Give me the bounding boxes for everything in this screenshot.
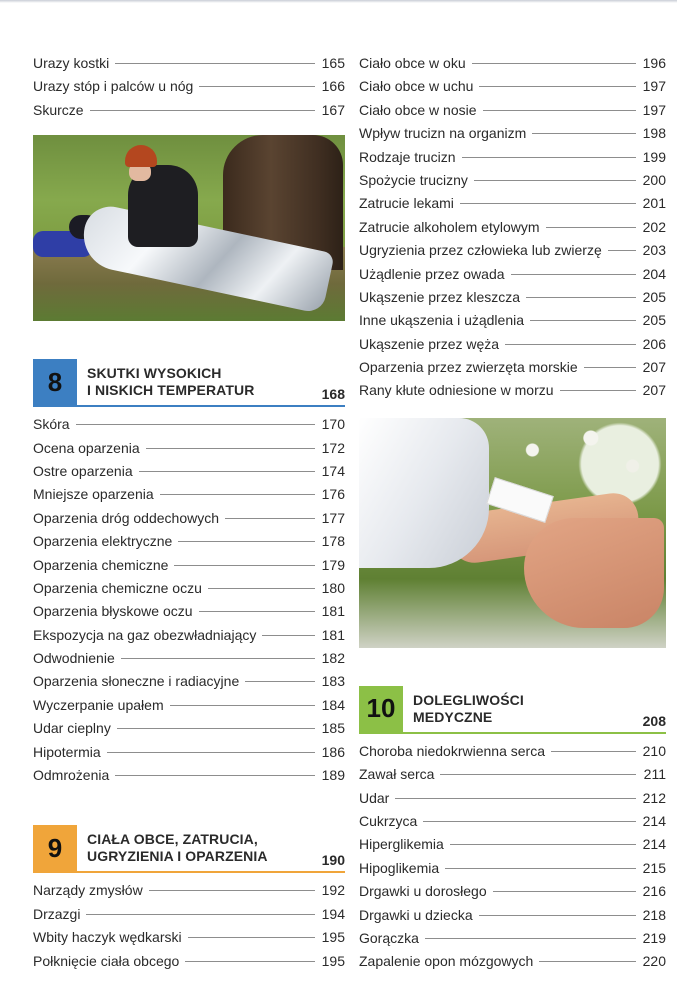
section-page-number: 208 — [642, 712, 666, 729]
toc-entry — [33, 437, 345, 460]
toc-entry-page: 198 — [642, 125, 666, 142]
toc-list-section-10 — [359, 740, 666, 974]
section-title: DOLEGLIWOŚCI MEDYCZNE — [413, 691, 524, 725]
toc-entry-title: Oparzenia przez zwierzęta morskie — [359, 359, 578, 376]
toc-entry-title: Zatrucie lekami — [359, 195, 454, 212]
toc-entry — [33, 717, 345, 740]
toc-entry-page: 206 — [642, 335, 666, 352]
toc-leader-line — [107, 752, 315, 753]
toc-leader-line — [199, 86, 315, 87]
toc-entry — [33, 554, 345, 577]
toc-leader-line — [170, 705, 315, 706]
toc-entry — [33, 624, 345, 647]
toc-entry-page: 165 — [321, 55, 345, 71]
toc-entry — [359, 857, 666, 880]
toc-entry-page: 189 — [321, 767, 345, 784]
toc-entry — [359, 950, 666, 973]
toc-entry — [33, 530, 345, 553]
toc-leader-line — [188, 937, 315, 938]
toc-entry-page: 184 — [321, 696, 345, 713]
section-page-number: 190 — [321, 852, 345, 869]
toc-leader-line — [115, 63, 315, 64]
toc-entry — [33, 413, 345, 436]
toc-entry-page: 181 — [321, 626, 345, 643]
toc-entry-title: Urazy stóp i palców u nóg — [33, 78, 194, 95]
toc-list-section-8 — [33, 413, 345, 787]
toc-entry-page: 219 — [642, 929, 666, 946]
toc-entry-title: Zatrucie alkoholem etylowym — [359, 218, 540, 235]
toc-leader-line — [115, 775, 315, 776]
toc-entry — [359, 146, 666, 169]
toc-entry-title: Odwodnienie — [33, 650, 115, 667]
toc-entry-title: Ocena oparzenia — [33, 439, 140, 456]
toc-entry-page: 197 — [642, 101, 666, 118]
toc-entry — [359, 192, 666, 215]
toc-leader-line — [462, 157, 637, 158]
section-title: SKUTKI WYSOKICH I NISKICH TEMPERATUR — [87, 365, 255, 399]
toc-entry-title: Udar cieplny — [33, 720, 111, 737]
toc-leader-line — [225, 518, 315, 519]
toc-entry-page: 180 — [321, 579, 345, 596]
toc-entry-title: Inne ukąszenia i użądlenia — [359, 312, 525, 329]
toc-entry-page: 185 — [321, 720, 345, 737]
toc-leader-line — [395, 798, 636, 799]
toc-entry — [33, 950, 345, 973]
toc-entry-page: 186 — [321, 743, 345, 760]
toc-entry-page: 195 — [321, 929, 345, 946]
toc-entry — [33, 764, 345, 787]
toc-entry-page: 192 — [321, 882, 345, 899]
toc-entry-page: 204 — [642, 265, 666, 282]
toc-leader-line — [423, 821, 636, 822]
toc-entry — [33, 577, 345, 600]
toc-entry-page: 205 — [642, 288, 666, 305]
toc-entry-page: 182 — [321, 650, 345, 667]
toc-leader-line — [245, 681, 315, 682]
toc-leader-line — [185, 961, 315, 962]
toc-leader-line — [551, 751, 636, 752]
toc-entry-title: Wpływ trucizn na organizm — [359, 125, 527, 142]
toc-entry — [359, 122, 666, 145]
toc-entry-title: Ciało obce w uchu — [359, 78, 474, 95]
left-column — [33, 52, 345, 973]
toc-entry-page: 174 — [321, 462, 345, 479]
toc-leader-line — [149, 890, 315, 891]
toc-entry — [33, 460, 345, 483]
toc-leader-line — [146, 448, 315, 449]
toc-leader-line — [584, 367, 636, 368]
toc-leader-line — [139, 471, 315, 472]
toc-entry-title: Gorączka — [359, 929, 419, 946]
toc-entry-page: 218 — [642, 906, 666, 923]
toc-entry-title: Udar — [359, 789, 390, 806]
toc-entry — [359, 52, 666, 75]
toc-entry-title: Oparzenia dróg oddechowych — [33, 509, 220, 526]
toc-leader-line — [440, 774, 636, 775]
toc-leader-line — [511, 274, 636, 275]
toc-leader-line — [472, 63, 636, 64]
toc-list-section-9 — [33, 879, 345, 973]
toc-entry-page: 216 — [642, 883, 666, 900]
toc-entry — [359, 216, 666, 239]
section-number-badge: 9 — [33, 825, 77, 871]
toc-leader-line — [90, 110, 315, 111]
toc-entry — [33, 99, 345, 122]
toc-entry-title: Użądlenie przez owada — [359, 265, 505, 282]
toc-entry — [33, 694, 345, 717]
top-edge-rule — [0, 0, 677, 3]
toc-entry-page: 196 — [642, 55, 666, 71]
toc-entry-page: 201 — [642, 195, 666, 212]
toc-entry-page: 207 — [642, 382, 666, 399]
toc-entry — [359, 75, 666, 98]
toc-leader-line — [445, 868, 636, 869]
toc-entry-title: Ukąszenie przez węża — [359, 335, 500, 352]
toc-entry-page: 194 — [321, 905, 345, 922]
toc-entry-page: 214 — [642, 836, 666, 853]
toc-entry-title: Rodzaje trucizn — [359, 148, 456, 165]
right-column — [359, 52, 666, 974]
toc-leader-line — [526, 297, 636, 298]
toc-entry — [359, 333, 666, 356]
toc-entry — [33, 741, 345, 764]
toc-leader-line — [608, 250, 636, 251]
toc-leader-line — [121, 658, 315, 659]
toc-leader-line — [483, 110, 636, 111]
toc-entry-page: 199 — [642, 148, 666, 165]
toc-entry-title: Drgawki u dziecka — [359, 906, 473, 923]
toc-entry-title: Mniejsze oparzenia — [33, 486, 154, 503]
toc-entry-title: Oparzenia chemiczne — [33, 556, 169, 573]
toc-entry-title: Skurcze — [33, 101, 84, 118]
toc-entry-title: Ugryzienia przez człowieka lub zwierzę — [359, 242, 602, 259]
toc-entry-title: Oparzenia błyskowe oczu — [33, 603, 193, 620]
toc-entry-title: Skóra — [33, 416, 70, 433]
toc-entry-page: 166 — [321, 78, 345, 95]
section-header-9 — [33, 825, 345, 873]
toc-entry-title: Spożycie trucizny — [359, 171, 468, 188]
toc-leader-line — [479, 86, 636, 87]
toc-entry — [359, 356, 666, 379]
toc-entry-page: 215 — [642, 859, 666, 876]
toc-entry — [33, 507, 345, 530]
section-number-badge: 8 — [33, 359, 77, 405]
toc-leader-line — [178, 541, 315, 542]
toc-entry-page: 167 — [321, 101, 345, 118]
toc-leader-line — [505, 344, 636, 345]
toc-leader-line — [117, 728, 315, 729]
toc-entry — [359, 810, 666, 833]
toc-leader-line — [546, 227, 636, 228]
toc-leader-line — [76, 424, 315, 425]
toc-entry — [33, 647, 345, 670]
toc-entry — [359, 309, 666, 332]
toc-entry-page: 197 — [642, 78, 666, 95]
section-page-number: 168 — [321, 386, 345, 403]
toc-entry — [359, 927, 666, 950]
toc-entry-page: 210 — [642, 742, 666, 759]
toc-leader-line — [199, 611, 315, 612]
toc-entry-title: Drzazgi — [33, 905, 81, 922]
toc-leader-line — [460, 203, 636, 204]
toc-entry — [33, 670, 345, 693]
toc-entry-title: Cukrzyca — [359, 813, 418, 830]
toc-entry-title: Drgawki u dorosłego — [359, 883, 487, 900]
toc-entry-title: Oparzenia elektryczne — [33, 533, 173, 550]
toc-entry — [33, 75, 345, 98]
toc-entry — [33, 926, 345, 949]
toc-leader-line — [532, 133, 636, 134]
toc-leader-line — [425, 938, 636, 939]
toc-entry — [359, 740, 666, 763]
toc-entry — [33, 600, 345, 623]
toc-list-right-top — [359, 52, 666, 403]
toc-entry-title: Hipoglikemia — [359, 859, 440, 876]
toc-leader-line — [479, 915, 636, 916]
toc-entry — [359, 379, 666, 402]
toc-entry-title: Wyczerpanie upałem — [33, 696, 164, 713]
toc-entry-title: Ekspozycja na gaz obezwładniający — [33, 626, 257, 643]
toc-entry-title: Choroba niedokrwienna serca — [359, 742, 545, 759]
toc-entry-title: Połknięcie ciała obcego — [33, 952, 180, 969]
toc-entry — [33, 52, 345, 75]
toc-entry-title: Hipotermia — [33, 743, 101, 760]
toc-entry — [359, 763, 666, 786]
toc-entry-title: Hiperglikemia — [359, 836, 444, 853]
toc-entry — [33, 879, 345, 902]
toc-entry — [359, 904, 666, 927]
toc-leader-line — [208, 588, 315, 589]
section-title: CIAŁA OBCE, ZATRUCIA, UGRYZIENIA I OPARZENIA — [87, 831, 268, 865]
toc-entry-title: Zapalenie opon mózgowych — [359, 953, 534, 970]
toc-entry-title: Ukąszenie przez kleszcza — [359, 288, 521, 305]
toc-entry — [359, 263, 666, 286]
toc-entry-title: Urazy kostki — [33, 55, 110, 71]
section-header-8 — [33, 359, 345, 407]
section-header-10 — [359, 686, 666, 734]
toc-leader-line — [262, 635, 315, 636]
toc-entry — [359, 880, 666, 903]
toc-entry-page: 183 — [321, 673, 345, 690]
toc-leader-line — [560, 390, 636, 391]
toc-entry-page: 200 — [642, 171, 666, 188]
toc-entry-title: Ostre oparzenia — [33, 462, 133, 479]
toc-entry-page: 202 — [642, 218, 666, 235]
toc-entry-page: 220 — [642, 953, 666, 970]
toc-entry — [33, 483, 345, 506]
toc-entry-page: 195 — [321, 952, 345, 969]
toc-entry-page: 181 — [321, 603, 345, 620]
toc-entry-title: Rany kłute odniesione w morzu — [359, 382, 554, 399]
toc-entry-page: 211 — [643, 766, 666, 783]
white-sleeve — [359, 418, 489, 568]
toc-entry-title: Narządy zmysłów — [33, 882, 143, 899]
section-number-badge: 10 — [359, 686, 403, 732]
toc-entry-page: 203 — [642, 242, 666, 259]
toc-leader-line — [474, 180, 636, 181]
photo-outdoor-first-aid — [33, 135, 345, 321]
toc-entry-title: Wbity haczyk wędkarski — [33, 929, 182, 946]
toc-entry-page: 172 — [321, 439, 345, 456]
toc-entry-page: 176 — [321, 486, 345, 503]
photo-bandaging-hand — [359, 418, 666, 648]
toc-entry-title: Odmrożenia — [33, 767, 110, 784]
helper-hand — [524, 518, 664, 628]
toc-entry-page: 179 — [321, 556, 345, 573]
toc-leader-line — [174, 565, 315, 566]
toc-leader-line — [539, 961, 636, 962]
toc-entry-title: Ciało obce w nosie — [359, 101, 477, 118]
toc-entry — [359, 99, 666, 122]
toc-entry — [359, 286, 666, 309]
toc-entry — [359, 239, 666, 262]
toc-entry-page: 170 — [321, 416, 345, 433]
toc-leader-line — [86, 914, 315, 915]
toc-leader-line — [493, 891, 636, 892]
toc-entry — [359, 169, 666, 192]
toc-entry-title: Oparzenia chemiczne oczu — [33, 579, 202, 596]
toc-leader-line — [450, 844, 636, 845]
toc-entry-page: 207 — [642, 359, 666, 376]
toc-entry-page: 205 — [642, 312, 666, 329]
toc-entry — [359, 787, 666, 810]
toc-entry-page: 177 — [321, 509, 345, 526]
toc-list-left-top — [33, 52, 345, 122]
toc-entry-page: 214 — [642, 813, 666, 830]
toc-entry — [33, 903, 345, 926]
toc-entry-title: Ciało obce w oku — [359, 55, 466, 71]
toc-entry-page: 212 — [642, 789, 666, 806]
toc-entry-title: Zawał serca — [359, 766, 435, 783]
toc-entry-page: 178 — [321, 533, 345, 550]
toc-leader-line — [530, 320, 636, 321]
toc-entry-title: Oparzenia słoneczne i radiacyjne — [33, 673, 240, 690]
toc-leader-line — [160, 494, 315, 495]
toc-entry — [359, 833, 666, 856]
